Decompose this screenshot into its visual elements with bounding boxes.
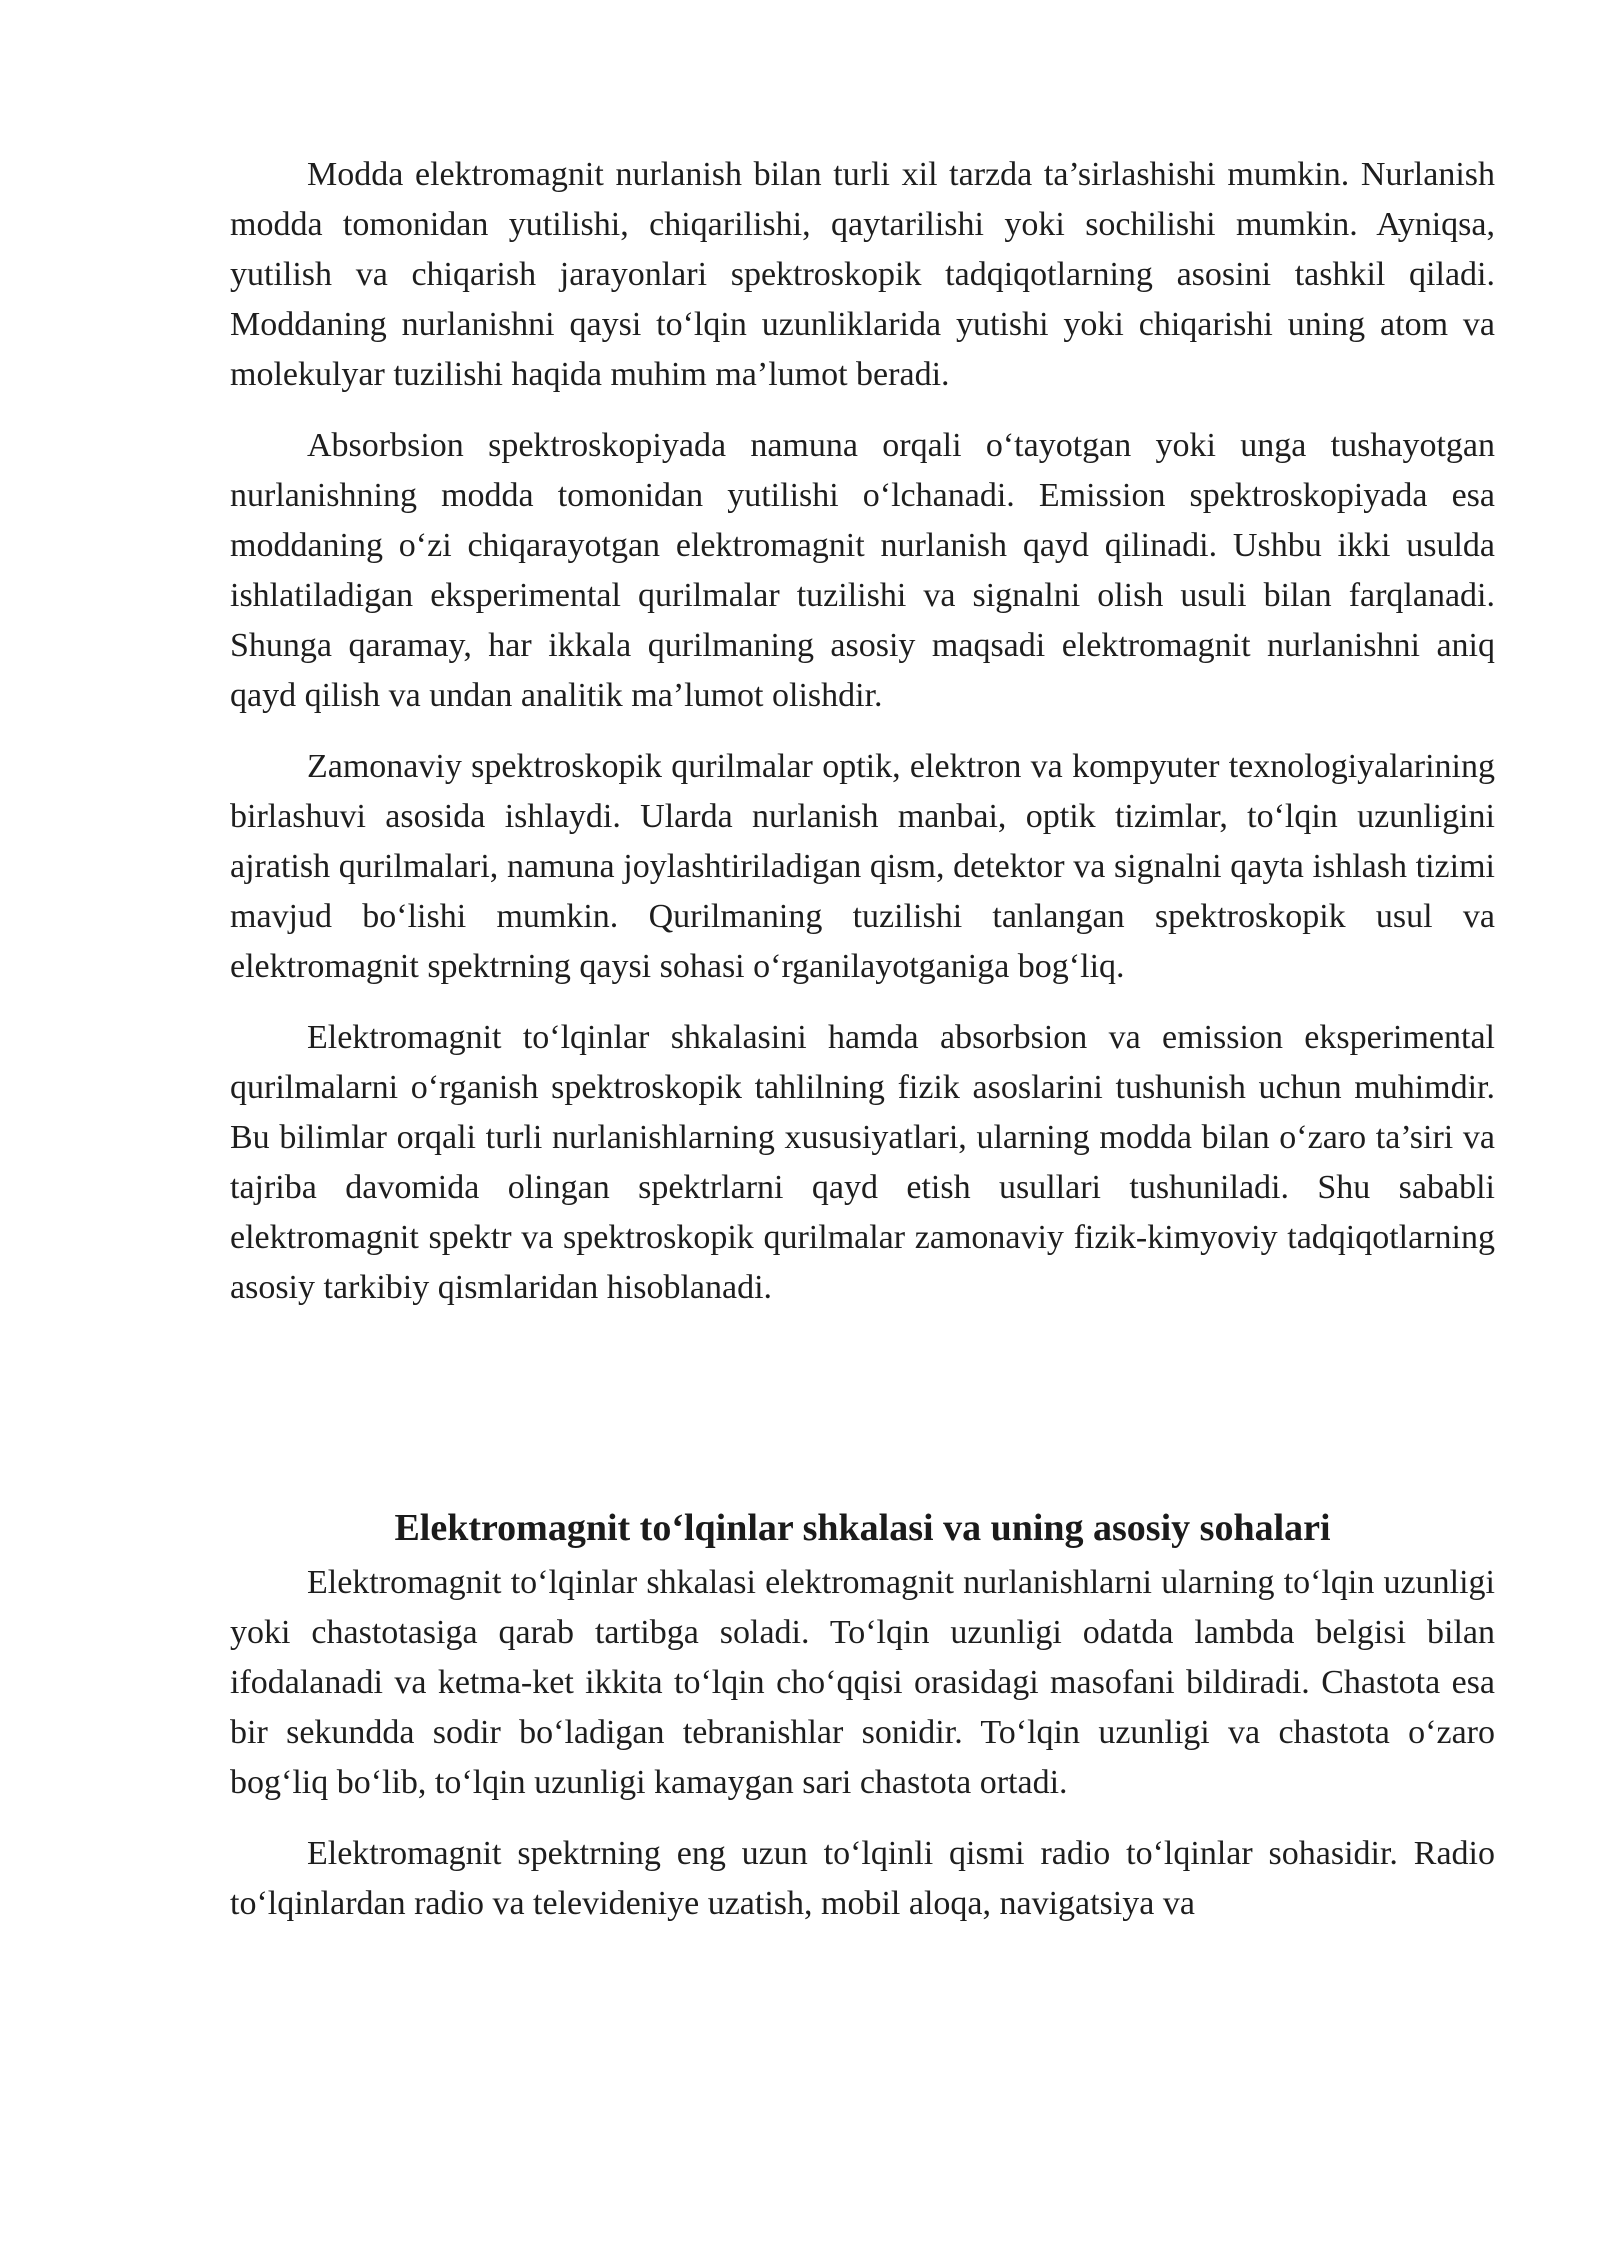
paragraph: Zamonaviy spektroskopik qurilmalar optik, elektron va kompyuter texnologiyalarining birlashuvi asosida ishlaydi. Ularda nurlanish manbai, optik tizimlar, to‘lqin uzunligini ajratish qurilmalari, namuna joylashtiriladigan qism, detektor va signalni qayta ishlash tizimi mavjud bo‘lishi mumkin. Qurilmaning tuzilishi tanlangan spektroskopik usul va elektromagnit spektrning qaysi sohasi o‘rganilayotganiga bog‘liq. [230,748,1495,985]
paragraph: Elektromagnit to‘lqinlar shkalasi elektromagnit nurlanishlarni ularning to‘lqin uzunligi yoki chastotasiga qarab tartibga soladi. To‘lqin uzunligi odatda lambda belgisi bilan ifodalanadi va ketma-ket ikkita to‘lqin cho‘qqisi orasidagi masofani bildiradi. Chastota esa bir sekundda sodir bo‘ladigan tebranishlar sonidir. To‘lqin uzunligi va chastota o‘zaro bog‘liq bo‘lib, to‘lqin uzunligi kamaygan sari chastota ortadi. [230,1564,1495,1801]
page-content [230,150,1495,1950]
paragraph: Elektromagnit to‘lqinlar shkalasini hamda absorbsion va emission eksperimental qurilmalarni o‘rganish spektroskopik tahlilning fizik asoslarini tushunish uchun muhimdir. Bu bilimlar orqali turli nurlanishlarning xususiyatlari, ularning modda bilan o‘zaro ta’siri va tajriba davomida olingan spektrlarni qayd etish usullari tushuniladi. Shu sababli elektromagnit spektr va spektroskopik qurilmalar zamonaviy fizik-kimyoviy tadqiqotlarning asosiy tarkibiy qismlaridan hisoblanadi. [230,1019,1495,1306]
section-heading: Elektromagnit to‘lqinlar shkalasi va uning asosiy sohalari [394,1507,1331,1549]
paragraph: Absorbsion spektroskopiyada namuna orqali o‘tayotgan yoki unga tushayotgan nurlanishning modda tomonidan yutilishi o‘lchanadi. Emission spektroskopiyada esa moddaning o‘zi chiqarayotgan elektromagnit nurlanish qayd qilinadi. Ushbu ikki usulda ishlatiladigan eksperimental qurilmalar tuzilishi va signalni olish usuli bilan farqlanadi. Shunga qaramay, har ikkala qurilmaning asosiy maqsadi elektromagnit nurlanishni aniq qayd qilish va undan analitik ma’lumot olishdir. [230,427,1495,714]
paragraph: Elektromagnit spektrning eng uzun to‘lqinli qismi radio to‘lqinlar sohasidir. Radio to‘lqinlardan radio va televideniye uzatish, mobil aloqa, navigatsiya va [230,1835,1495,1922]
paragraph: Modda elektromagnit nurlanish bilan turli xil tarzda ta’sirlashishi mumkin. Nurlanish modda tomonidan yutilishi, chiqarilishi, qaytarilishi yoki sochilishi mumkin. Ayniqsa, yutilish va chiqarish jarayonlari spektroskopik tadqiqotlarning asosini tashkil qiladi. Moddaning nurlanishni qaysi to‘lqin uzunliklarida yutishi yoki chiqarishi uning atom va molekulyar tuzilishi haqida muhim ma’lumot beradi. [230,156,1495,393]
